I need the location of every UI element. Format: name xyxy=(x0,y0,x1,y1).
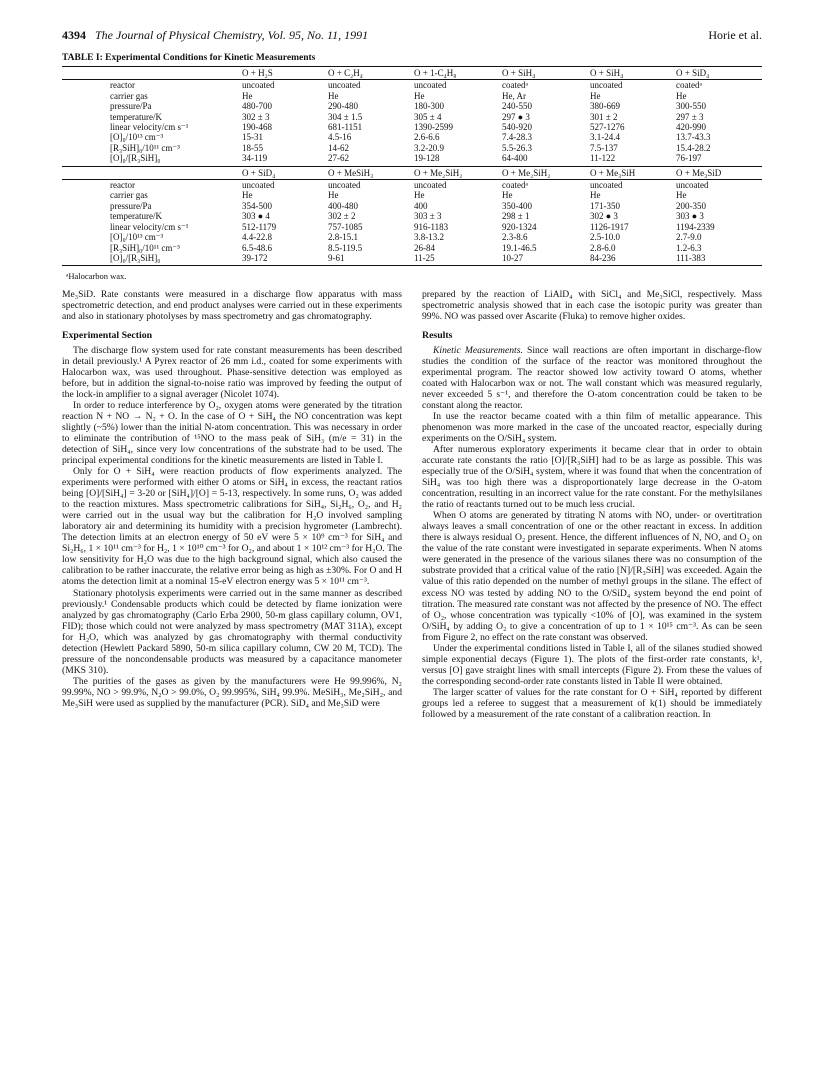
table-cell: 2.8-6.0 xyxy=(590,242,616,253)
table-cell: 7.4-28.3 xyxy=(502,132,532,143)
table-cell: 15.4-28.2 xyxy=(676,142,711,153)
table-cell: 305 ± 4 xyxy=(414,111,442,122)
table-row xyxy=(62,112,762,122)
table-row-label: reactor xyxy=(110,180,135,191)
table-row-label: reactor xyxy=(110,80,135,91)
table-cell: 350-400 xyxy=(502,200,532,211)
table-column-header: O + MeSiH₃ xyxy=(326,166,412,179)
table-cell: 1390-2599 xyxy=(414,122,453,133)
table-cell: uncoated xyxy=(414,80,447,91)
table-cell: 2.7-9.0 xyxy=(676,232,702,243)
table-cell: 920-1324 xyxy=(502,221,537,232)
journal-page xyxy=(62,14,762,720)
right-paragraph xyxy=(422,345,762,411)
table-cell: 5.5-26.3 xyxy=(502,142,532,153)
right-paragraph-text: Since wall reactions are often important in discharge-flow studies the condition of the surface of the reactor was monitored throughout the experimental program. The reactor showed low activity toward O atoms, whether coated with Halocarbon wax or not. The wall constant which was measured regularly, never exceeded 5 s⁻¹, and therefore the O-atom concentration could be taken to be constant along the reactor. xyxy=(422,344,762,411)
table-cell: 19-128 xyxy=(414,153,440,164)
table-column-header: O + SiH₄ xyxy=(588,67,674,80)
table-cell: 34-119 xyxy=(242,153,268,164)
table-row xyxy=(62,222,762,232)
table-row-label: pressure/Pa xyxy=(110,101,152,112)
table-cell: 3.1-24.4 xyxy=(590,132,620,143)
table-cell: 301 ± 2 xyxy=(590,111,618,122)
table-cell: 6.5-48.6 xyxy=(242,242,272,253)
table-cell: uncoated xyxy=(414,180,447,191)
table-cell: 7.5-137 xyxy=(590,142,618,153)
table-cell: 916-1183 xyxy=(414,221,449,232)
table-column-header: O + C₂H₄ xyxy=(326,67,412,80)
table-row-label: pressure/Pa xyxy=(110,200,152,211)
table-cell: He xyxy=(590,190,601,201)
table-cell: 1126-1917 xyxy=(590,221,629,232)
table-row-label: [R₃SiH]₀/10¹¹ cm⁻³ xyxy=(110,242,180,253)
table-cell: uncoated xyxy=(242,80,275,91)
table-cell: 3.2-20.9 xyxy=(414,142,444,153)
table-row xyxy=(62,91,762,101)
table-row xyxy=(62,180,762,191)
subsection-lead: Kinetic Measurements. xyxy=(433,344,523,356)
table-cell: 303 ± 3 xyxy=(414,211,442,222)
table-cell: 1194-2339 xyxy=(676,221,715,232)
table-cell: 290-480 xyxy=(328,101,358,112)
table-cell: 302 ± 3 xyxy=(242,111,270,122)
table-cell: He xyxy=(502,190,513,201)
right-column xyxy=(422,289,762,720)
table-cell: 111-383 xyxy=(674,253,762,266)
table-column-header: O + Me₂SiH₂ xyxy=(412,166,500,179)
table-row-label: [O]₀/[R₃SiH]₀ xyxy=(110,153,161,164)
table-column-header: O + Me₃SiD xyxy=(674,166,762,179)
running-header xyxy=(62,28,762,43)
table-cell: 297 ± 3 xyxy=(676,111,704,122)
table-row-label: temperature/K xyxy=(110,211,162,222)
table-cell: 11-122 xyxy=(590,153,616,164)
left-paragraph: Only for O + SiH₄ were reaction products of flow experiments analyzed. The experiments were performed with either O atoms or SiH₄ in excess, the reactant ratios being [O]/[SiH₄] = 3-20 or [SiH₄]/[O] = 5-13, respectively. In some runs, O₂ was added to the reaction mixtures. Mass spectrometric calibrations for SiH₄, Si₂H₆, O₂, and H₂ were carried out in the usual way but the calibration for H₂O involved sampling laboratory air and determining its humidity with a precision hygrometer (Lambrecht). The detection limits at an electron energy of 50 eV were 5 × 10⁹ cm⁻³ for SiH₄ and Si₂H₆, 1 × 10¹¹ cm⁻³ for H₂, 1 × 10¹⁰ cm⁻³ for O₂, and about 1 × 10¹² cm⁻³ for H₂O. The low sensitivity for H₂O was due to the high background signal, which also caused the calibration to be rather inaccurate, the relative error being as high as ±30%. For O and H atoms the detection limit at a nominal 15-eV electron energy was 5 × 10¹¹ cm⁻³. xyxy=(62,466,402,588)
table-cell: 681-1151 xyxy=(328,122,363,133)
section-heading-experimental: Experimental Section xyxy=(62,330,153,342)
table-cell: 4.4-22.8 xyxy=(242,232,272,243)
table-cell: uncoated xyxy=(242,180,275,191)
table-label: TABLE I: xyxy=(62,53,103,63)
table-column-header: O + SiD₄ xyxy=(240,166,326,179)
table-cell: 64-400 xyxy=(502,153,528,164)
table-cell: 480-700 xyxy=(242,101,272,112)
table-cell: uncoated xyxy=(590,180,623,191)
table-cell: 18-55 xyxy=(242,142,263,153)
table-cell: He xyxy=(414,90,425,101)
right-paragraph: When O atoms are generated by titrating N atoms with NO, under- or overtitration always leaves a small concentration of one or the other reactant in excess. In addition there is always residual O₂ present. Hence, the different influences of N, NO, and O₂ on the value of the rate constant were investigated in separate experiments. When N atoms were generated in the presence of the various silanes there was no consumption of the substrate provided that a critical value of the ratio [N]/[R₃SiH] was exceeded. Again the value of this ratio depended on the number of methyl groups in the silane. The effect of excess NO was tested by adding NO to the O/SiD₄ system beyond the end point of titration. The measured rate constant was not affected by the presence of NO. The effect of O₂, whose concentration was typically <10% of [O], was examined in the system O/SiH₄ by adding O₂ to give a concentration of up to 1 × 10¹⁵ cm⁻³. As can be seen from Figure 2, no effect on the rate constant was observed. xyxy=(422,510,762,643)
table-cell: 302 ● 3 xyxy=(590,211,618,222)
table-row xyxy=(62,201,762,211)
table-caption xyxy=(62,53,762,63)
table-cell: He xyxy=(328,190,339,201)
table-cell: 2.8-15.1 xyxy=(328,232,358,243)
table-row xyxy=(62,132,762,142)
table-cell: 19.1-46.5 xyxy=(502,242,537,253)
table-cell: 76-197 xyxy=(676,153,702,164)
table-cell: He xyxy=(414,190,425,201)
table-row-label: temperature/K xyxy=(110,111,162,122)
table-cell: 540-920 xyxy=(502,122,532,133)
table-cell: 2.3-8.6 xyxy=(502,232,528,243)
table-cell: 420-990 xyxy=(676,122,706,133)
left-intro-paragraph: Me₃SiD. Rate constants were measured in a discharge flow apparatus with mass spectrometric detection, and end product analyses were carried out in these experiments and also in stationary photolyses by mass spectrometry and gas chromatography. xyxy=(62,289,402,323)
two-column-body xyxy=(62,289,762,720)
table-cell: 26-84 xyxy=(414,242,435,253)
table-cell: 200-350 xyxy=(676,200,706,211)
table-column-header: O + Me₃SiH xyxy=(588,166,674,179)
table-cell: 2.5-10.0 xyxy=(590,232,620,243)
table-cell: 84-236 xyxy=(588,253,674,266)
table-cell: 304 ± 1.5 xyxy=(328,111,363,122)
table-cell: uncoated xyxy=(328,180,361,191)
running-author: Horie et al. xyxy=(708,28,762,42)
table-row xyxy=(62,243,762,253)
journal-citation: The Journal of Physical Chemistry, Vol. 95, No. 11, 1991 xyxy=(95,28,369,42)
table-cell: uncoated xyxy=(328,80,361,91)
left-paragraph: In order to reduce interference by O₂, oxygen atoms were generated by the titration reaction N + NO → N₂ + O. In the case of O + SiH₄ the NO concentration was kept slightly (~5%) lower than the initial N-atom concentration. This was necessary in order to eliminate the contribution of ¹⁵NO to the mass peak of SiH₃ (m/e = 31) in the detection of SiH₄, since very low concentrations of the substrate had to be used. The principal experimental conditions for the kinetic measurements are listed in Table I. xyxy=(62,399,402,466)
page-number: 4394 xyxy=(62,28,86,42)
table-row-label: linear velocity/cm s⁻¹ xyxy=(110,221,189,232)
table-cell: 297 ● 3 xyxy=(502,111,530,122)
table-cell: 757-1085 xyxy=(328,221,363,232)
table-cell: 240-550 xyxy=(502,101,532,112)
right-intro-paragraph: prepared by the reaction of LiAlD₄ with SiCl₄ and Me₃SiCl, respectively. Mass spectrometric analysis showed that in each case the isotopic purity was greater than 99%. NO was passed over Ascarite (Fluka) to remove higher oxides. xyxy=(422,289,762,323)
table-cell: 13.7-43.3 xyxy=(676,132,711,143)
table-cell: 10-27 xyxy=(500,253,588,266)
table-column-header: O + SiH₄ xyxy=(500,67,588,80)
table-cell: He xyxy=(590,90,601,101)
table-row xyxy=(62,153,762,166)
table-column-header: O + 1-C₄H₈ xyxy=(412,67,500,80)
table-cell: 39-172 xyxy=(240,253,326,266)
table-cell: 15-31 xyxy=(242,132,263,143)
table-cell: He xyxy=(676,190,687,201)
table-row xyxy=(62,80,762,91)
table-cell: 298 ± 1 xyxy=(502,211,530,222)
table-cell: 527-1276 xyxy=(590,122,625,133)
table-cell: uncoated xyxy=(590,80,623,91)
left-paragraph: The purities of the gases as given by the manufacturers were He 99.996%, N₂ 99.99%, NO > 99.9%, N₂O > 99.0%, O₂ 99.995%, SiH₄ 99.9%. MeSiH₃, Me₂SiH₂, and Me₃SiH were used as supplied by the manufacturer (PCR). SiD₄ and Me₃SiD were xyxy=(62,675,402,709)
table-row-label: linear velocity/cm s⁻¹ xyxy=(110,122,189,133)
table-row-label: [O]₀/[R₃SiH]₀ xyxy=(62,253,240,266)
table-column-header: O + Me₂SiH₂ xyxy=(500,166,588,179)
table-cell: He xyxy=(676,90,687,101)
table-cell: 3.8-13.2 xyxy=(414,232,444,243)
table-row-label: [O]₀/10¹³ cm⁻³ xyxy=(110,232,164,243)
right-paragraph: The larger scatter of values for the rate constant for O + SiH₄ reported by different groups led a referee to suggest that a measurement of k(1) should be immediately followed by a measurement of the rate constant of a calibration reaction. In xyxy=(422,686,762,721)
table-cell: 190-468 xyxy=(242,122,272,133)
table-cell: 303 ● 4 xyxy=(242,211,270,222)
table-row xyxy=(62,143,762,153)
table-cell: uncoated xyxy=(676,180,709,191)
table-row-label: carrier gas xyxy=(110,190,148,201)
table-cell: coatedᵃ xyxy=(502,180,528,191)
conditions-table xyxy=(62,66,762,266)
right-paragraph: In use the reactor became coated with a thin film of metallic appearance. This phenomenon was more marked in the case of the uncoated reactor, especially during experiments on the O/SiH₄ system. xyxy=(422,410,762,444)
table-cell: 11-25 xyxy=(412,253,500,266)
table-header-row xyxy=(62,67,762,80)
table-row xyxy=(62,253,762,266)
table-row xyxy=(62,101,762,111)
left-column xyxy=(62,289,402,720)
table-title: Experimental Conditions for Kinetic Measurements xyxy=(105,53,316,63)
table-cell: 2.6-6.6 xyxy=(414,132,440,143)
table-row xyxy=(62,211,762,221)
table-cell: 8.5-119.5 xyxy=(328,242,363,253)
table-cell: He, Ar xyxy=(502,90,526,101)
table-column-header: O + SiD₄ xyxy=(674,67,762,80)
table-cell: He xyxy=(242,190,253,201)
left-paragraph: The discharge flow system used for rate constant measurements has been described in detail previously.¹ A Pyrex reactor of 26 mm i.d., coated for some experiments with Halocarbon wax, was used throughout. Phase-sensitive detection was employed as before, but in addition the signal-to-noise ratio was improved by feeding the output of the lock-in amplifier to a signal averager (Nicolet 1074). xyxy=(62,344,402,400)
left-paragraph: Stationary photolysis experiments were carried out in the same manner as described previously.¹ Condensable products which could be detected by flame ionization were analyzed by gas chromatography (Carlo Erba 2900, 50-m glass capillary column, OV1, FID); those which could not were analyzed by mass spectrometry (MAT 311A), except for H₂O, which was analyzed by gas chromatography with thermal conductivity detection (Hewlett Packard 5890, 50-m silica capillary column, CW 20 M, TCD). The pressure of the noncondensable products was measured by a capacitance manometer (MKS 310). xyxy=(62,587,402,676)
right-paragraph: After numerous exploratory experiments it became clear that in order to obtain accurate rate constants the ratio [O]/[R₃SiH] had to be as large as possible. This was especially true of the O/SiH₄ system, where it was found that when the concentration of SiH₄ was too high there was a disproportionately large decrease in the O-atom concentration, resulting in an incorrect value for the rate constant. For the methylsilanes the ratio of reactants turned out to be much less crucial. xyxy=(422,443,762,511)
table-row xyxy=(62,232,762,242)
table-cell: 27-62 xyxy=(328,153,349,164)
table-cell: 303 ● 3 xyxy=(676,211,704,222)
table-cell: 180-300 xyxy=(414,101,444,112)
table-footnote: ᵃHalocarbon wax. xyxy=(66,271,127,282)
table-row-label: carrier gas xyxy=(110,90,148,101)
table-column-header: O + H₂S xyxy=(240,67,326,80)
table-row xyxy=(62,122,762,132)
table-header-blank xyxy=(62,166,240,179)
table-cell: He xyxy=(242,90,253,101)
table-header-blank xyxy=(62,67,240,80)
table-cell: 380-669 xyxy=(590,101,620,112)
table-cell: coatedᵃ xyxy=(676,80,702,91)
table-row-label: [R₃SiH]₀/10¹¹ cm⁻³ xyxy=(110,142,180,153)
table-cell: 1.2-6.3 xyxy=(676,242,702,253)
table-cell: 171-350 xyxy=(590,200,620,211)
table-cell: 4.5-16 xyxy=(328,132,352,143)
table-cell: 512-1179 xyxy=(242,221,277,232)
table-cell: 14-62 xyxy=(328,142,349,153)
table-cell: 400 xyxy=(414,200,428,211)
right-paragraph: Under the experimental conditions listed in Table I, all of the silanes studied showed simple exponential decays (Figure 1). The plots of the first-order rate constants, k¹, versus [O] gave straight lines with small intercepts (Figure 2). From these the values of the corresponding second-order rate constants listed in Table II were obtained. xyxy=(422,642,762,687)
table-cell: 300-550 xyxy=(676,101,706,112)
table-cell: He xyxy=(328,90,339,101)
table-row xyxy=(62,190,762,200)
table-cell: coatedᵃ xyxy=(502,80,528,91)
table-cell: 354-500 xyxy=(242,200,272,211)
section-heading-results: Results xyxy=(422,330,453,342)
table-cell: 302 ± 2 xyxy=(328,211,356,222)
table-row-label: [O]₀/10¹³ cm⁻³ xyxy=(110,132,164,143)
table-header-row xyxy=(62,166,762,179)
table-cell: 9-61 xyxy=(326,253,412,266)
table-cell: 400-480 xyxy=(328,200,358,211)
